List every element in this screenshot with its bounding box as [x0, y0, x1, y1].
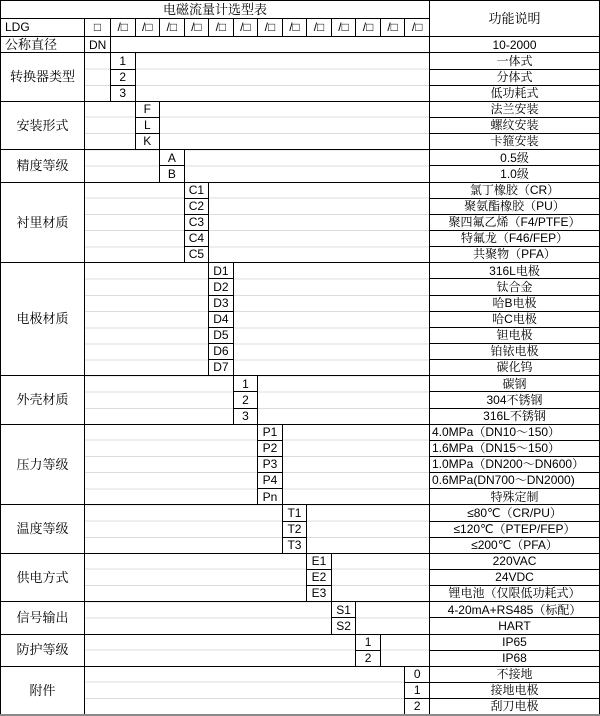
category-label: 衬里材质 [1, 182, 85, 263]
dn-code-cell: DN [85, 37, 111, 53]
category-label: 电极材质 [1, 263, 85, 376]
model-prefix-cell: LDG [1, 19, 85, 37]
option-row [1, 666, 600, 682]
option-code-cell: S2 [331, 618, 356, 634]
category-label: 防护等级 [1, 634, 85, 666]
option-code-cell: D6 [209, 343, 234, 359]
function-desc-cell: 4.0MPa（DN10～150） [430, 424, 600, 440]
spacer-cell [135, 53, 429, 101]
function-desc-cell: 哈C电极 [430, 311, 600, 327]
spacer-cell [85, 263, 209, 376]
option-row [1, 263, 600, 279]
category-label: 安装形式 [1, 101, 85, 149]
code-box-cell: /□ [307, 19, 332, 37]
option-row [1, 602, 600, 618]
function-desc-cell: 钛合金 [430, 279, 600, 295]
option-code-cell: 3 [233, 408, 258, 424]
option-code-cell: L [135, 118, 160, 134]
code-box-cell: /□ [135, 19, 160, 37]
size-box-cell: □ [85, 19, 111, 37]
option-code-cell: D3 [209, 295, 234, 311]
function-desc-cell: 低功耗式 [430, 85, 600, 101]
function-desc-cell: 316L电极 [430, 263, 600, 279]
spacer-cell [85, 376, 234, 424]
option-code-cell: P1 [258, 424, 283, 440]
spacer-cell [184, 150, 429, 182]
option-code-cell: C3 [184, 214, 209, 230]
code-box-cell: /□ [380, 19, 405, 37]
option-row [1, 101, 600, 117]
function-desc-cell: IP68 [430, 650, 600, 666]
function-desc-cell: 220VAC [430, 553, 600, 569]
option-code-cell: C2 [184, 198, 209, 214]
function-desc-cell: 1.0MPa（DN200～DN600） [430, 456, 600, 472]
function-desc-cell: HART [430, 618, 600, 634]
selection-table-body [1, 1, 600, 716]
category-label: 供电方式 [1, 553, 85, 601]
option-code-cell: 2 [405, 699, 430, 715]
code-box-cell: /□ [184, 19, 209, 37]
option-code-cell: C1 [184, 182, 209, 198]
spacer-cell [85, 634, 356, 666]
function-desc-cell: 哈B电极 [430, 295, 600, 311]
function-desc-cell: 特氟龙（F46/FEP） [430, 231, 600, 247]
code-box-cell: /□ [282, 19, 307, 37]
code-box-cell: /□ [356, 19, 381, 37]
option-row [1, 634, 600, 650]
function-desc-cell: 特殊定制 [430, 489, 600, 505]
spacer-cell [380, 634, 429, 666]
option-code-cell: T1 [282, 505, 307, 521]
option-row [1, 553, 600, 569]
spacer-cell [356, 602, 430, 634]
function-desc-cell: 螺纹安装 [430, 118, 600, 134]
option-row [1, 53, 600, 69]
function-desc-cell: 卡箍安装 [430, 134, 600, 150]
spacer-cell [85, 53, 111, 101]
option-code-cell: 0 [405, 666, 430, 682]
option-code-cell: E3 [307, 586, 332, 602]
option-code-cell: S1 [331, 602, 356, 618]
spacer-cell [111, 37, 430, 53]
option-code-cell: 1 [356, 634, 381, 650]
function-desc-cell: 碳钢 [430, 376, 600, 392]
option-code-cell: 1 [405, 682, 430, 698]
option-code-cell: Pn [258, 489, 283, 505]
spacer-cell [233, 263, 429, 376]
title-row [1, 1, 600, 19]
option-row [1, 505, 600, 521]
option-code-cell: 1 [233, 376, 258, 392]
function-desc-cell: 304不锈钢 [430, 392, 600, 408]
option-code-cell: P2 [258, 440, 283, 456]
category-label: 外壳材质 [1, 376, 85, 424]
category-label: 转换器类型 [1, 53, 85, 101]
option-code-cell: D7 [209, 360, 234, 376]
option-code-cell: F [135, 101, 160, 117]
spacer-cell [85, 182, 185, 263]
option-code-cell: D1 [209, 263, 234, 279]
option-code-cell: 2 [356, 650, 381, 666]
function-desc-cell: 铂铱电极 [430, 343, 600, 359]
function-desc-cell: 氯丁橡胶（CR） [430, 182, 600, 198]
option-row [1, 376, 600, 392]
function-desc-cell: ≤120℃（PTEP/FEP） [430, 521, 600, 537]
spacer-cell [331, 553, 429, 601]
function-desc-cell: 法兰安装 [430, 101, 600, 117]
function-desc-cell: 4-20mA+RS485（标配） [430, 602, 600, 618]
option-code-cell: D5 [209, 327, 234, 343]
option-row [1, 424, 600, 440]
function-desc-cell: 刮刀电极 [430, 699, 600, 715]
function-desc-cell: 10-2000 [430, 37, 600, 53]
option-code-cell: P4 [258, 473, 283, 489]
option-code-cell: 3 [111, 85, 136, 101]
category-label: 温度等级 [1, 505, 85, 553]
category-label: 公称直径 [1, 37, 85, 53]
function-desc-cell: 钽电极 [430, 327, 600, 343]
option-code-cell: 2 [111, 69, 136, 85]
spacer-cell [307, 505, 430, 553]
function-desc-cell: ≤80℃（CR/PU） [430, 505, 600, 521]
function-desc-cell: ≤200℃（PFA） [430, 537, 600, 553]
function-desc-cell: 聚四氟乙烯（F4/PTFE） [430, 214, 600, 230]
spacer-cell [282, 424, 429, 505]
category-label: 精度等级 [1, 150, 85, 182]
option-code-cell: T3 [282, 537, 307, 553]
option-code-cell: C4 [184, 231, 209, 247]
function-desc-cell: 0.5级 [430, 150, 600, 166]
spacer-cell [85, 553, 307, 601]
option-code-cell: E1 [307, 553, 332, 569]
function-desc-cell: 0.6MPa(DN700～DN2000) [430, 473, 600, 489]
category-label: 信号输出 [1, 602, 85, 634]
option-code-cell: C5 [184, 247, 209, 263]
function-desc-cell: 接地电极 [430, 682, 600, 698]
code-box-cell: /□ [258, 19, 283, 37]
option-code-cell: T2 [282, 521, 307, 537]
function-desc-cell: 共聚物（PFA） [430, 247, 600, 263]
option-row [1, 150, 600, 166]
code-box-cell: /□ [331, 19, 356, 37]
table-title: 电磁流量计选型表 [1, 1, 430, 19]
code-box-cell: /□ [209, 19, 234, 37]
option-code-cell: 2 [233, 392, 258, 408]
function-desc-cell: 聚氨酯橡胶（PU） [430, 198, 600, 214]
code-box-cell: /□ [405, 19, 430, 37]
spacer-cell [85, 505, 283, 553]
spacer-cell [85, 150, 160, 182]
function-desc-cell: 一体式 [430, 53, 600, 69]
code-box-cell: /□ [233, 19, 258, 37]
option-code-cell: B [160, 166, 185, 182]
spacer-cell [85, 602, 332, 634]
option-code-cell: E2 [307, 569, 332, 585]
function-desc-cell: 不接地 [430, 666, 600, 682]
option-code-cell: 1 [111, 53, 136, 69]
option-code-cell: K [135, 134, 160, 150]
option-code-cell: D4 [209, 311, 234, 327]
spacer-cell [209, 182, 430, 263]
spacer-cell [85, 424, 258, 505]
option-code-cell: P3 [258, 456, 283, 472]
category-label: 压力等级 [1, 424, 85, 505]
function-desc-cell: 24VDC [430, 569, 600, 585]
function-desc-cell: 316L不锈钢 [430, 408, 600, 424]
function-desc-cell: 碳化钨 [430, 360, 600, 376]
function-desc-cell: 1.0级 [430, 166, 600, 182]
spacer-cell [85, 666, 405, 715]
spacer-cell [160, 101, 430, 149]
function-desc-cell: IP65 [430, 634, 600, 650]
option-code-cell: D2 [209, 279, 234, 295]
function-column-header: 功能说明 [430, 1, 600, 37]
option-code-cell: A [160, 150, 185, 166]
function-desc-cell: 分体式 [430, 69, 600, 85]
function-desc-cell: 锂电池（仅限低功耗式） [430, 586, 600, 602]
option-row [1, 37, 600, 53]
spacer-cell [85, 101, 136, 149]
code-box-cell: /□ [111, 19, 136, 37]
code-box-cell: /□ [160, 19, 185, 37]
option-row [1, 182, 600, 198]
function-desc-cell: 1.6MPa（DN15～150） [430, 440, 600, 456]
spacer-cell [258, 376, 430, 424]
category-label: 附件 [1, 666, 85, 715]
